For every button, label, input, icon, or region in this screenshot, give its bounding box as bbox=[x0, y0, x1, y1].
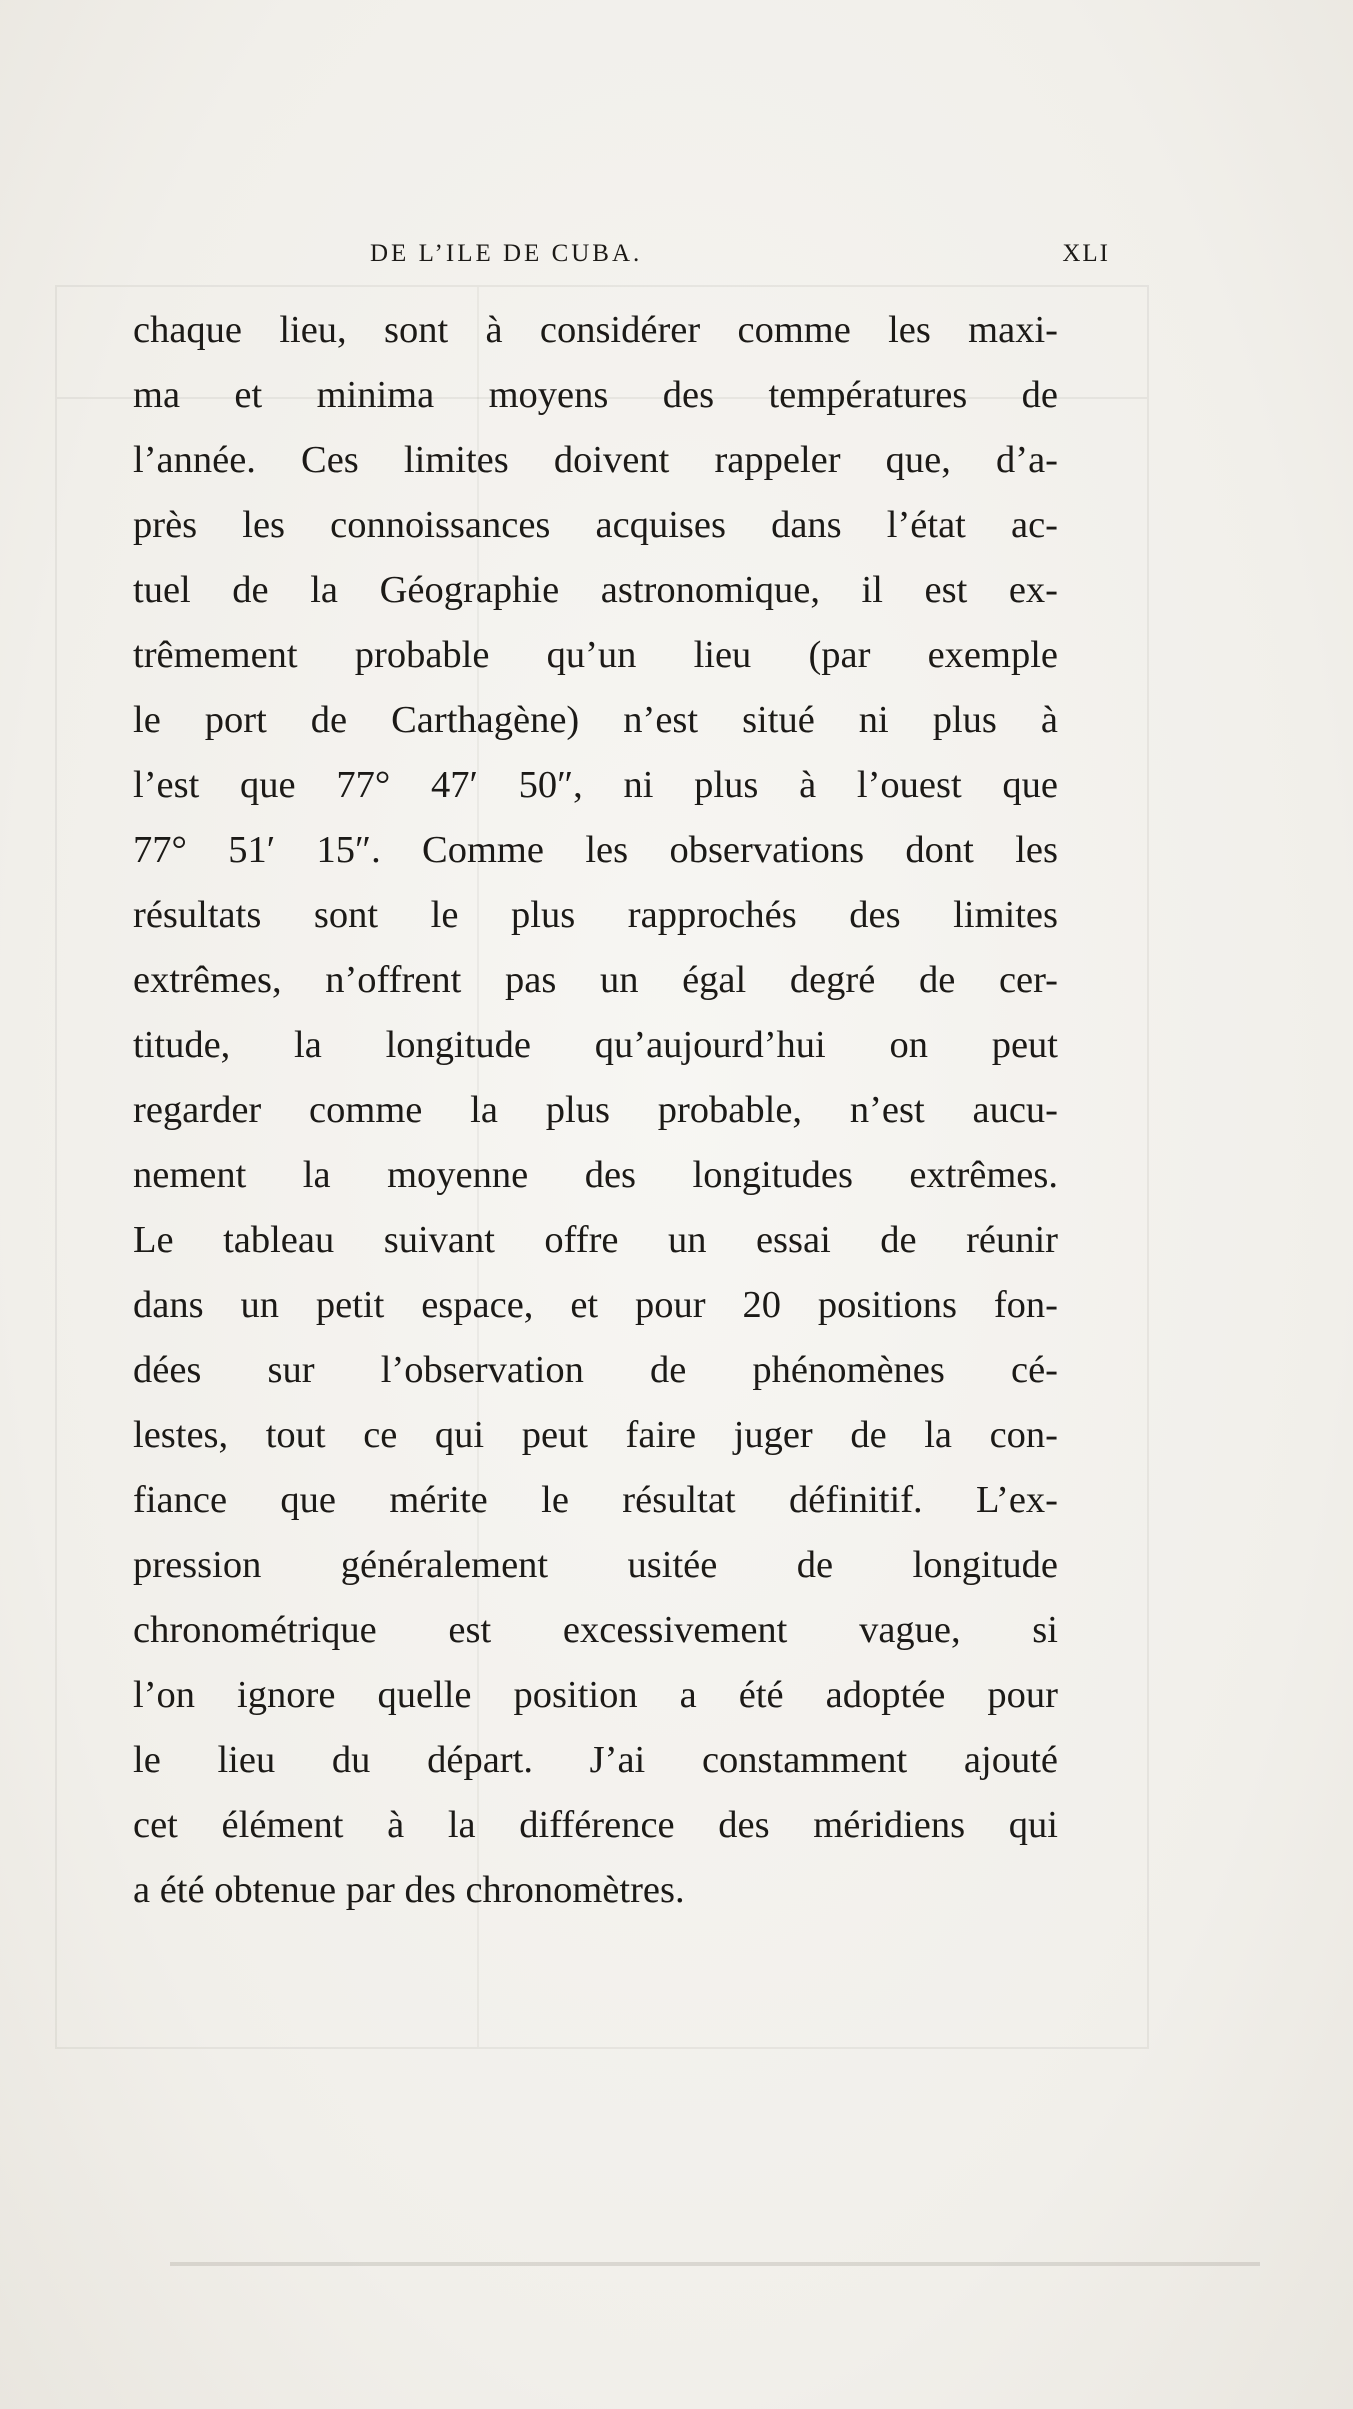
text-line: regarder comme la plus probable, n’est aucu- bbox=[133, 1089, 1058, 1131]
text-line: dées sur l’observation de phénomènes cé- bbox=[133, 1349, 1058, 1391]
text-line: le port de Carthagène) n’est situé ni plus à bbox=[133, 699, 1058, 741]
running-head bbox=[110, 240, 1110, 280]
text-line: fiance que mérite le résultat définitif. L’ex- bbox=[133, 1479, 1058, 1521]
text-line: près les connoissances acquises dans l’état ac- bbox=[133, 504, 1058, 546]
text-line: cet élément à la différence des méridiens qui bbox=[133, 1804, 1058, 1846]
text-line: trêmement probable qu’un lieu (par exemple bbox=[133, 634, 1058, 676]
text-line: extrêmes, n’offrent pas un égal degré de cer- bbox=[133, 959, 1058, 1001]
show-through-rule bbox=[170, 2262, 1260, 2266]
text-line: tuel de la Géographie astronomique, il est ex- bbox=[133, 569, 1058, 611]
text-line: pression généralement usitée de longitude bbox=[133, 1544, 1058, 1586]
body-text bbox=[133, 298, 1058, 1923]
text-line: Le tableau suivant offre un essai de réunir bbox=[133, 1219, 1058, 1261]
text-line: le lieu du départ. J’ai constamment ajouté bbox=[133, 1739, 1058, 1781]
text-line: lestes, tout ce qui peut faire juger de la con- bbox=[133, 1414, 1058, 1456]
text-line: ma et minima moyens des températures de bbox=[133, 374, 1058, 416]
text-line: chronométrique est excessivement vague, si bbox=[133, 1609, 1058, 1651]
text-line: titude, la longitude qu’aujourd’hui on peut bbox=[133, 1024, 1058, 1066]
text-line: 77° 51′ 15″. Comme les observations dont les bbox=[133, 829, 1058, 871]
text-line: l’année. Ces limites doivent rappeler que, d’a- bbox=[133, 439, 1058, 481]
running-title: DE L’ILE DE CUBA. bbox=[370, 240, 643, 267]
text-line: l’est que 77° 47′ 50″, ni plus à l’ouest que bbox=[133, 764, 1058, 806]
text-line: a été obtenue par des chronomètres. bbox=[133, 1869, 685, 1911]
text-line: résultats sont le plus rapprochés des limites bbox=[133, 894, 1058, 936]
text-line: chaque lieu, sont à considérer comme les maxi- bbox=[133, 309, 1058, 351]
text-line: nement la moyenne des longitudes extrêmes. bbox=[133, 1154, 1058, 1196]
text-line: l’on ignore quelle position a été adoptée pour bbox=[133, 1674, 1058, 1716]
page-number: XLI bbox=[1062, 240, 1110, 267]
text-line: dans un petit espace, et pour 20 positions fon- bbox=[133, 1284, 1058, 1326]
